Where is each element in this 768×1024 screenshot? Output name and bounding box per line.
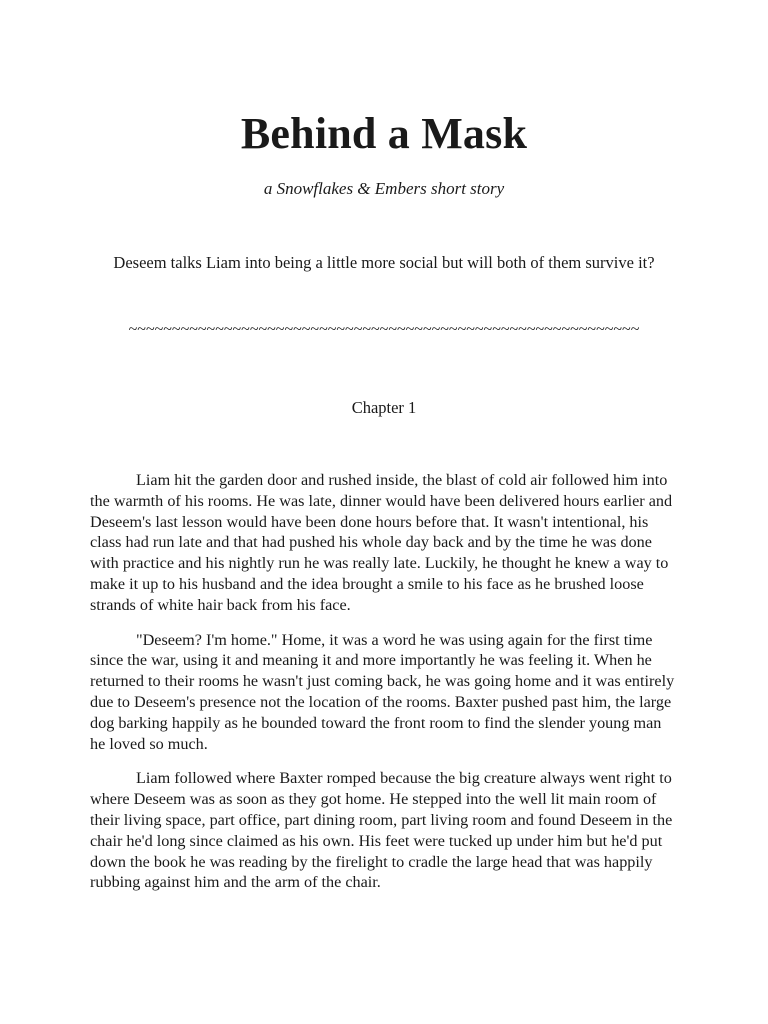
- paragraph-1: Liam hit the garden door and rushed inside, the blast of cold air followed him into the warmth of his rooms. He was late, dinner would have been delivered hours earlier and Deseem's last lesson would have been done hours before that. It wasn't intentional, his class had run late and that had pushed his whole day back and by the time he was done with practice and his nightly run he was really late. Luckily, he thought he knew a way to make it up to his husband and the idea brought a smile to his face as he brushed loose strands of white hair back from his face.: [90, 471, 673, 614]
- tilde-divider: ~~~~~~~~~~~~~~~~~~~~~~~~~~~~~~~~~~~~~~~~~~~~~~~~~~~~~~~~~~~: [128, 321, 640, 338]
- chapter-body: [90, 470, 678, 907]
- paragraph-2: "Deseem? I'm home." Home, it was a word he was using again for the first time since the war, using it and meaning it and more importantly he was feeling it. When he returned to their rooms he wasn't just coming back, he was going home and it was entirely due to Deseem's presence not the location of the rooms. Baxter pushed past him, the large dog barking happily as he bounded toward the front room to find the slender young man he loved so much.: [90, 630, 675, 753]
- chapter-heading: Chapter 1: [351, 398, 417, 417]
- paragraph-3: Liam followed where Baxter romped because the big creature always went right to where Deseem was as soon as they got home. He stepped into the well lit main room of their living space, part office, part dining room, part living room and found Deseem in the chair he'd long since claimed as his own. His feet were tucked up under him but he'd put down the book he was reading by the firelight to cradle the large head that was happily rubbing against him and the arm of the chair.: [90, 769, 673, 892]
- document-title: Behind a Mask: [240, 109, 528, 158]
- document-subtitle: a Snowflakes & Embers short story: [263, 179, 505, 198]
- story-blurb: Deseem talks Liam into being a little more social but will both of them survive it?: [113, 253, 655, 272]
